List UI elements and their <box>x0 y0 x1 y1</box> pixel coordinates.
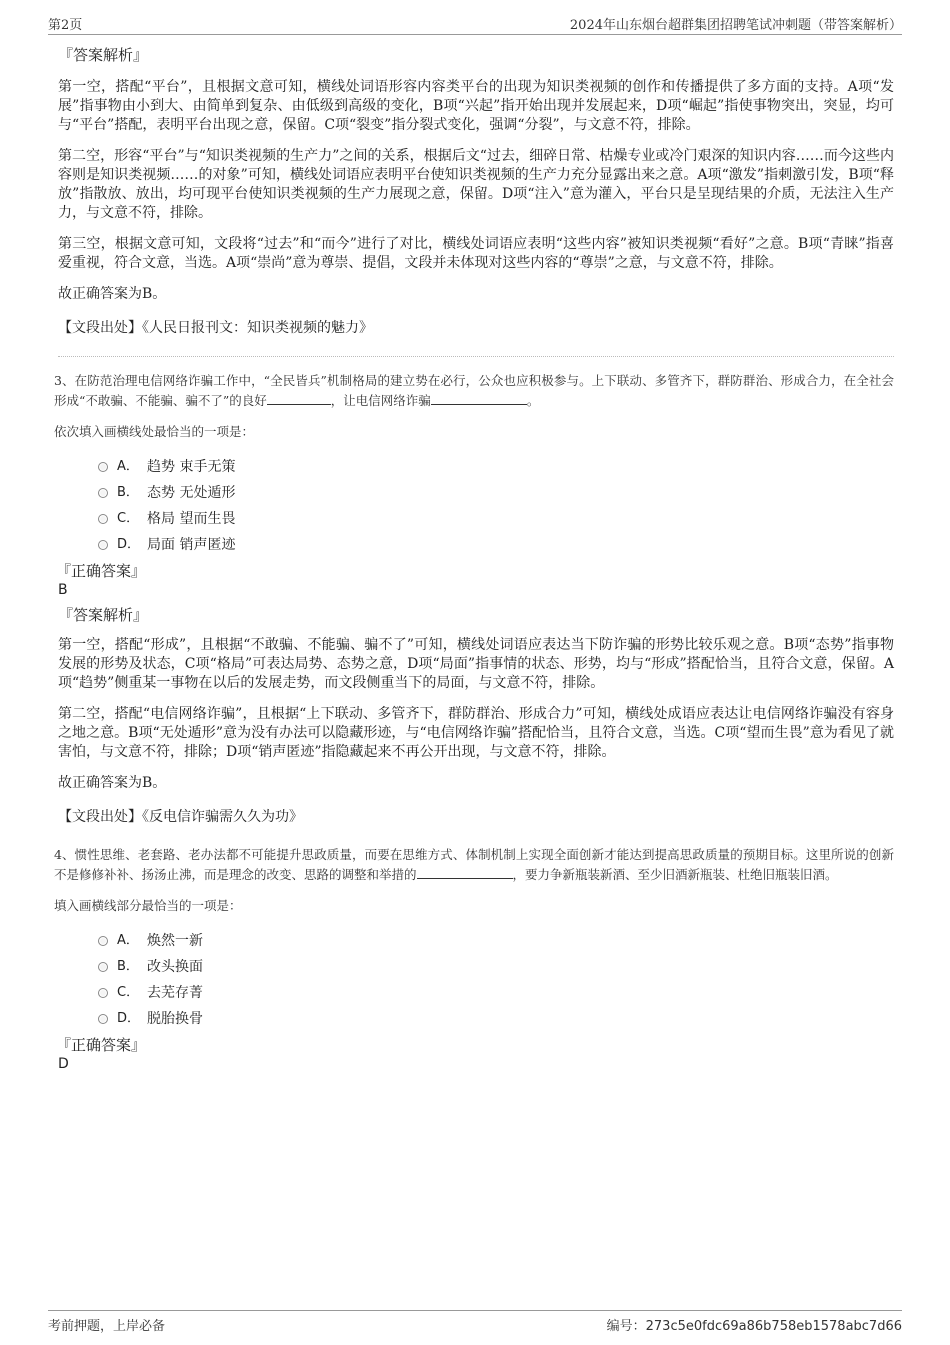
option-b[interactable]: B． 态势 无处遁形 <box>98 480 894 506</box>
explain-paragraph: 第二空，形容“平台”与“知识类视频的生产力”之间的关系，根据后文“过去，细碎日常、枯燥专业或冷门艰深的知识内容……而今这些内容则是知识类视频……的对象”可知，横线处词语应表明平台使知识类视频的生产力充分显露出来之意。A项“激发”指刺激引发，B项“释放”指散放、放出，均可现平台使知识类视频的生产力展现之意，保留。D项“注入”意为灌入，平台只是呈现结果的介质，无法注入生产力，与文意不符，排除。 <box>58 148 894 221</box>
correct-answer: D <box>58 1056 69 1072</box>
option-c[interactable]: C． 去芜存菁 <box>98 980 894 1006</box>
correct-label: 『正确答案』 <box>56 562 147 580</box>
radio-icon[interactable] <box>98 962 108 972</box>
radio-icon[interactable] <box>98 462 108 472</box>
page-header <box>48 14 902 35</box>
correct-answer: B <box>58 582 68 598</box>
option-b[interactable]: B． 改头换面 <box>98 954 894 980</box>
explain-paragraph: 第三空，根据文意可知，文段将“过去”和“而今”进行了对比，横线处词语应表明“这些内容”被知识类视频“看好”之意。B项“青睐”指喜爱重视，符合文意，当选。A项“崇尚”意为尊崇、提倡，文段并未体现对这些内容的“尊崇”之意，与文意不符，排除。 <box>58 236 894 271</box>
question-stem <box>54 845 894 884</box>
radio-icon[interactable] <box>98 514 108 524</box>
radio-icon[interactable] <box>98 936 108 946</box>
radio-icon[interactable] <box>98 540 108 550</box>
radio-icon[interactable] <box>98 1014 108 1024</box>
explain-conclusion: 故正确答案为B。 <box>58 286 167 302</box>
explain-paragraph: 第一空，搭配“形成”，且根据“不敢骗、不能骗、骗不了”可知，横线处词语应表达当下防诈骗的形势比较乐观之意。B项“态势”指事物发展的形势及状态，C项“格局”可表达局势、态势之意，D项“局面”指事情的状态、形势，均与“形成”搭配恰当，且符合文意，保留。A项“趋势”侧重某一事物在以后的发展走势，而文段侧重当下的局面，与文意不符，排除。 <box>58 637 894 691</box>
option-a[interactable]: A． 焕然一新 <box>98 928 894 954</box>
footer-slogan: 考前押题，上岸必备 <box>48 1319 166 1334</box>
blank-line <box>417 864 513 879</box>
question-stem <box>54 371 894 410</box>
option-c[interactable]: C． 格局 望而生畏 <box>98 506 894 532</box>
options-list <box>98 454 894 558</box>
explain-conclusion: 故正确答案为B。 <box>58 775 167 791</box>
question-prompt: 依次填入画横线处最恰当的一项是： <box>54 424 255 439</box>
option-d[interactable]: D． 局面 销声匿迹 <box>98 532 894 558</box>
question-prompt: 填入画横线部分最恰当的一项是： <box>54 898 242 913</box>
explain-paragraph: 第一空，搭配“平台”，且根据文意可知，横线处词语形容内容类平台的出现为知识类视频的创作和传播提供了多方面的支持。A项“发展”指事物由小到大、由简单到复杂、由低级到高级的变化，B项“兴起”指开始出现并发展起来，D项“崛起”指使事物突出，突显，均可与“平台”搭配，表明平台出现之意，保留。C项“裂变”指分裂式变化，强调“分裂”，与文意不符，排除。 <box>58 79 894 133</box>
divider <box>58 356 894 357</box>
radio-icon[interactable] <box>98 488 108 498</box>
stem-text: 。 <box>526 393 540 408</box>
explain-label: 『答案解析』 <box>58 606 149 624</box>
blank-line <box>431 390 527 405</box>
options-list <box>98 928 894 1032</box>
page-content <box>54 44 894 1078</box>
document-code: 编号：273c5e0fdc69a86b758eb1578abc7d66 <box>606 1319 902 1334</box>
stem-text: ，让电信网络诈骗 <box>330 393 431 408</box>
correct-label: 『正确答案』 <box>56 1036 147 1054</box>
radio-icon[interactable] <box>98 988 108 998</box>
page-footer <box>48 1310 902 1337</box>
option-d[interactable]: D． 脱胎换骨 <box>98 1006 894 1032</box>
option-a[interactable]: A． 趋势 束手无策 <box>98 454 894 480</box>
stem-text: 3、在防范治理电信网络诈骗工作中，“全民皆兵”机制格局的建立势在必行，公众也应积极参与。上下联动、多管齐下，群防群治、形成合力，在全社会形成“不敢骗、不能骗、骗不了”的良好 <box>54 373 894 408</box>
explain-label: 『答案解析』 <box>58 46 149 64</box>
explain-paragraph: 第二空，搭配“电信网络诈骗”，且根据“上下联动、多管齐下，群防群治、形成合力”可知，横线处成语应表达让电信网络诈骗没有容身之地之意。B项“无处遁形”意为没有办法可以隐藏形迹，与“电信网络诈骗”搭配恰当，且符合文意，当选。C项“望而生畏”意为看见了就害怕，与文意不符，排除；D项“销声匿迹”指隐藏起来不再公开出现，与文意不符，排除。 <box>58 706 894 760</box>
stem-text: 4、惯性思维、老套路、老办法都不可能提升思政质量，而要在思维方式、体制机制上实现全面创新才能达到提高思政质量的预期目标。这里所说的创新不是修修补补、扬汤止沸，而是理念的改变、思路的调整和举措的 <box>54 847 894 882</box>
stem-text: ，要力争新瓶装新酒、至少旧酒新瓶装、杜绝旧瓶装旧酒。 <box>512 867 838 882</box>
source-citation: 【文段出处】《反电信诈骗需久久为功》 <box>58 809 303 825</box>
page-number: 第2页 <box>48 18 83 33</box>
blank-line <box>267 390 331 405</box>
document-title: 2024年山东烟台超群集团招聘笔试冲刺题（带答案解析） <box>569 18 902 33</box>
source-citation: 【文段出处】《人民日报刊文：知识类视频的魅力》 <box>58 320 373 336</box>
